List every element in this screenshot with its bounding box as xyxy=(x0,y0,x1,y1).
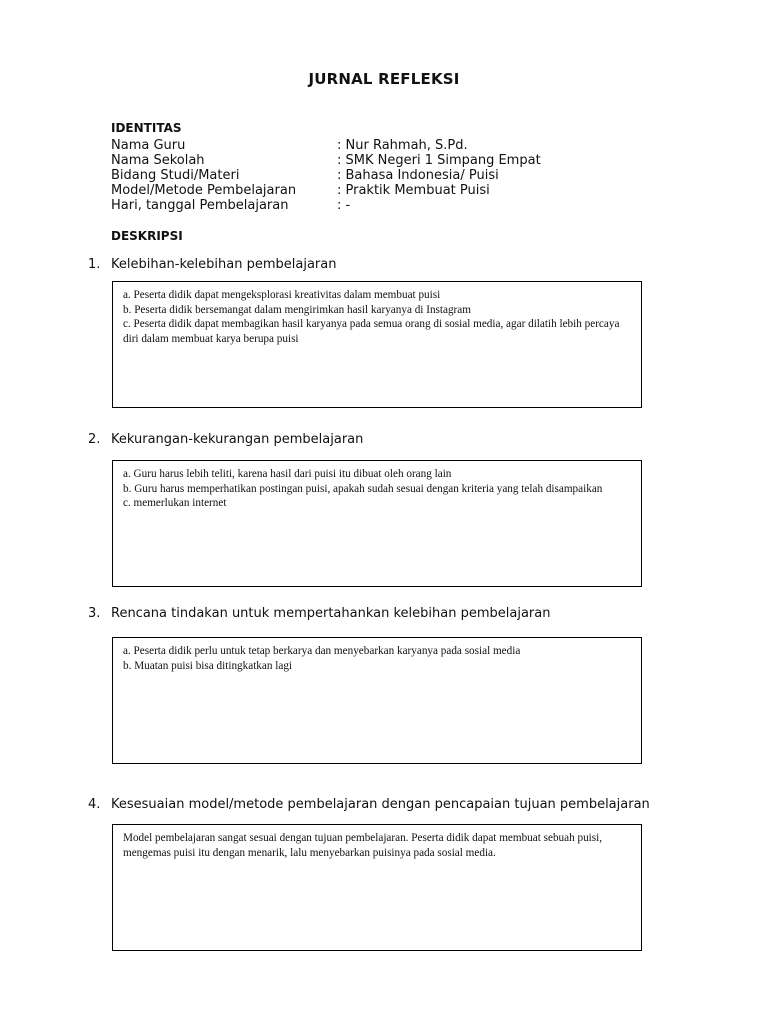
identitas-value: : Praktik Membuat Puisi xyxy=(337,183,490,198)
identitas-row-nama-sekolah xyxy=(111,153,541,168)
section-4-title xyxy=(88,797,650,812)
section-1-box xyxy=(112,281,642,408)
document-title: JURNAL REFLEKSI xyxy=(308,70,460,88)
deskripsi-heading: DESKRIPSI xyxy=(111,229,183,243)
identitas-value: : - xyxy=(337,198,351,213)
box-line: Model pembelajaran sangat sesuai dengan tujuan pembelajaran. Peserta didik dapat membuat sebuah puisi, mengemas puisi itu dengan menarik, lalu menyebarkan puisinya pada sosial media. xyxy=(123,832,603,859)
box-line: b. Muatan puisi bisa ditingkatkan lagi xyxy=(123,659,293,672)
box-line: c. memerlukan internet xyxy=(123,497,227,509)
identitas-value: : SMK Negeri 1 Simpang Empat xyxy=(337,153,541,168)
section-2-box xyxy=(112,460,642,587)
identitas-label: Nama Sekolah xyxy=(111,153,205,168)
identitas-row-hari-tanggal xyxy=(111,198,350,213)
section-number: 1. xyxy=(88,257,101,272)
identitas-label: Model/Metode Pembelajaran xyxy=(111,183,297,198)
box-line: a. Peserta didik perlu untuk tetap berkarya dan menyebarkan karyanya pada sosial media xyxy=(123,645,521,657)
section-title-text: Kelebihan-kelebihan pembelajaran xyxy=(111,257,337,272)
identitas-label: Nama Guru xyxy=(111,138,186,153)
section-title-text: Kekurangan-kekurangan pembelajaran xyxy=(111,432,364,447)
identitas-heading: IDENTITAS xyxy=(111,121,182,135)
identitas-row-bidang-studi xyxy=(111,168,499,183)
section-number: 4. xyxy=(88,797,101,812)
box-line: a. Guru harus lebih teliti, karena hasil dari puisi itu dibuat oleh orang lain xyxy=(123,468,452,480)
box-line: b. Guru harus memperhatikan postingan puisi, apakah sudah sesuai dengan kriteria yang telah disampaikan xyxy=(123,482,603,495)
box-line: b. Peserta didik bersemangat dalam mengirimkan hasil karyanya di Instagram xyxy=(123,303,471,316)
identitas-row-nama-guru xyxy=(111,138,468,153)
section-3-box xyxy=(112,637,642,764)
section-3-title xyxy=(88,606,550,621)
identitas-label: Bidang Studi/Materi xyxy=(111,168,240,183)
identitas-value: : Bahasa Indonesia/ Puisi xyxy=(337,168,499,183)
section-2-title xyxy=(88,432,363,447)
identitas-row-model-metode xyxy=(111,183,490,198)
identitas-label: Hari, tanggal Pembelajaran xyxy=(111,198,289,213)
section-title-text: Kesesuaian model/metode pembelajaran dengan pencapaian tujuan pembelajaran xyxy=(111,797,650,812)
section-number: 2. xyxy=(88,432,101,447)
section-1-title xyxy=(88,257,336,272)
section-title-text: Rencana tindakan untuk mempertahankan kelebihan pembelajaran xyxy=(111,606,551,621)
box-line: c. Peserta didik dapat membagikan hasil karyanya pada semua orang di sosial media, agar dilatih lebih percaya diri dalam membuat karya berupa puisi xyxy=(123,318,620,345)
section-4-box xyxy=(112,824,642,951)
identitas-value: : Nur Rahmah, S.Pd. xyxy=(337,138,468,153)
box-line: a. Peserta didik dapat mengeksplorasi kreativitas dalam membuat puisi xyxy=(123,289,441,301)
section-number: 3. xyxy=(88,606,101,621)
